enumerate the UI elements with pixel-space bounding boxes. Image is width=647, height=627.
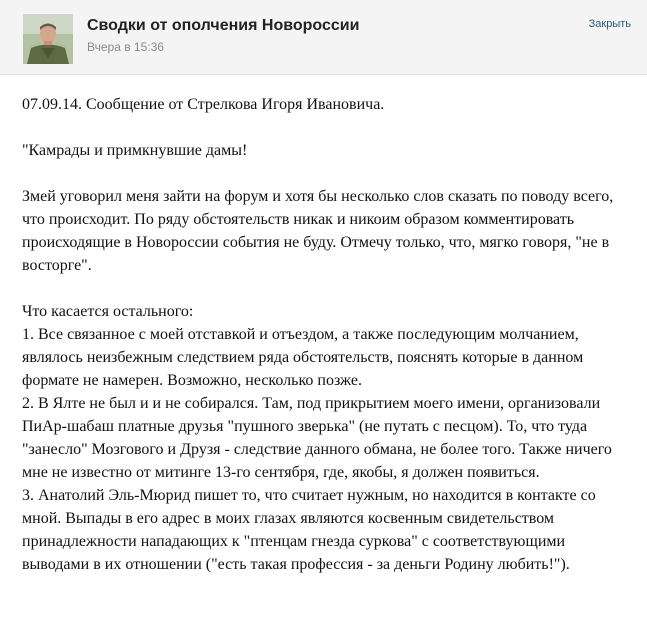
post-timestamp[interactable]: Вчера в 15:36: [87, 40, 164, 54]
avatar[interactable]: [23, 14, 73, 64]
post-body: [22, 93, 634, 576]
post-list-item-2: 2. В Ялте не был и и не собирался. Там, под прикрытием моего имени, организовали ПиАр-шабаш платные друзья "пушного зверька" (не путать с песцом). То, что туда "занесло" Мозгового и Друзя - следствие данного обмана, не более того. Также ничего мне не известно от митинге 13-го сентября, где, якобы, я должен появиться.: [22, 395, 612, 481]
page-title[interactable]: Сводки от ополчения Новороссии: [87, 17, 360, 34]
post-line-date: 07.09.14. Сообщение от Стрелкова Игоря Ивановича.: [22, 96, 385, 113]
person-avatar-icon: [23, 14, 73, 64]
close-link[interactable]: Закрыть: [588, 18, 631, 30]
post-list-intro: Что касается остального:: [22, 303, 194, 320]
post-line-greeting: "Камрады и примкнувшие дамы!: [22, 142, 248, 159]
post-paragraph: Змей уговорил меня зайти на форум и хотя бы несколько слов сказать по поводу всего, что происходит. По ряду обстоятельств никак и никоим образом комментировать происходящие в Новороссии события не буду. Отмечу только, что, мягко говоря, "не в восторге".: [22, 188, 614, 274]
post-header: [0, 0, 647, 75]
post-list-item-3: 3. Анатолий Эль-Мюрид пишет то, что считает нужным, но находится в контакте со мной. Выпады в его адрес в моих глазах являются косвенным свидетельством принадлежности нападающих к "птенцам гнезда суркова" с соответствующими выводами в их отношении ("есть такая профессия - за деньги Родину любить!").: [22, 487, 596, 573]
post-list-item-1: 1. Все связанное с моей отставкой и отъездом, а также последующим молчанием, являлось неизбежным следствием ряда обстоятельств, пояснять которые в данном формате не намерен. Возможно, несколько позже.: [22, 326, 584, 389]
